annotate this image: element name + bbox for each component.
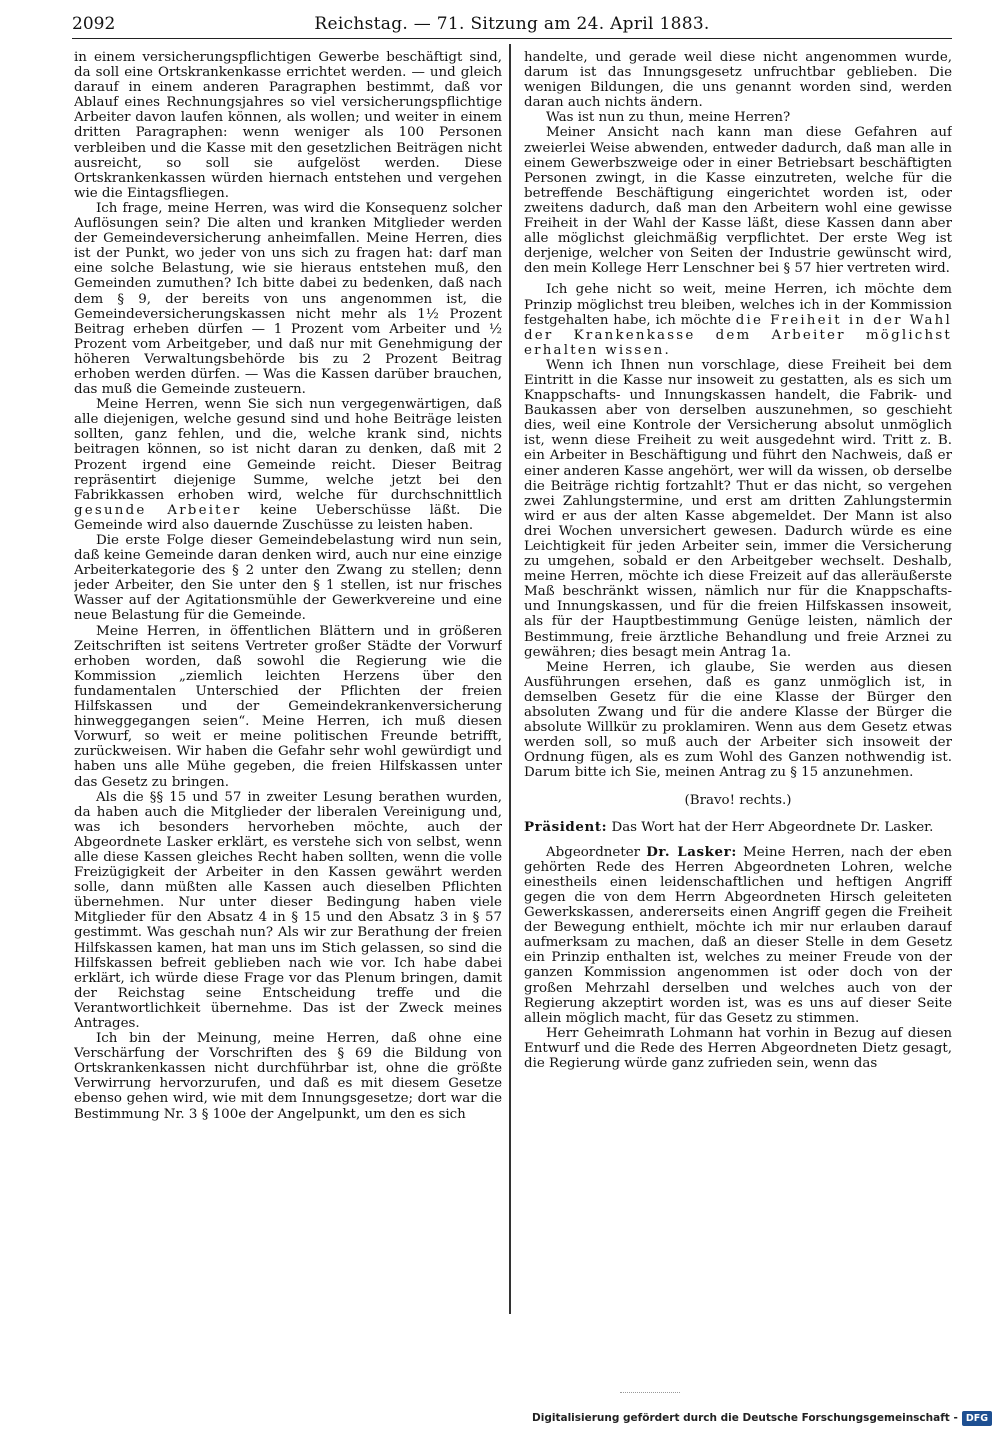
speaker-label: Präsident:	[524, 818, 608, 835]
footer	[532, 1406, 992, 1430]
page-number: 2092	[72, 14, 116, 34]
paragraph: Herr Geheimrath Lohmann hat vorhin in Bezug auf diesen Entwurf und die Rede des Herren Abgeordneten Dietz gesagt, die Regierung würde ganz zufrieden sein, wenn das	[524, 1025, 952, 1071]
paragraph	[74, 397, 502, 533]
paragraph: in einem versicherungspflichtigen Gewerbe beschäftigt sind, da soll eine Ortskrankenkasse errichtet werden. — und gleich darauf in einem anderen Paragraphen bestimmt, daß vor Ablauf eines Rechnungsjahres so viel versicherungspflichtige Arbeiter davon laufen können, als wollen; und weiter in einem dritten Paragraphen: wenn weniger als 100 Personen verbleiben und die Kasse mit den gesetzlichen Beiträgen nicht ausreicht, so soll sie aufgelöst werden. Diese Ortskrankenkassen würden hiernach entstehen und vergehen wie die Eintagsfliegen.	[74, 50, 502, 201]
paragraph: Meiner Ansicht nach kann man diese Gefahren auf zweierlei Weise abwenden, entweder dadurch, daß man alle in einem Gewerbszweige oder in einer Betriebsart beschäftigten Personen zwingt, in die Kasse einzutreten, welche für die betreffende Beschäftigung eingerichtet worden ist, oder zweitens dadurch, daß man den Arbeitern wohl eine gewisse Freiheit in der Wahl der Kasse läßt, diese Kassen dann aber alle möglichst gleichmäßig verpflichtet. Der erste Weg ist derjenige, welcher von Seiten der Industrie gewünscht wird, den mein Kollege Herr Lenschner bei § 57 hier vertreten wird.	[524, 125, 952, 277]
paragraph: Meine Herren, in öffentlichen Blättern und in größeren Zeitschriften ist seitens Vertreter großer Städte der Vorwurf erhoben worden, daß sowohl die Regierung wie die Kommission „ziemlich leichten Herzens über den fundamentalen Unterschied der Pflichten der freien Hilfskassen und der Gemeindekrankenversicherung hinweggegangen seien“. Meine Herren, ich muß diesen Vorwurf, so weit er meine politischen Freunde betrifft, zurückweisen. Wir haben die Gefahr sehr wohl gewürdigt und haben uns alle Mühe gegeben, die freien Hilfskassen unter das Gesetz zu bringen.	[74, 623, 502, 790]
paragraph: Ich frage, meine Herren, was wird die Konsequenz solcher Auflösungen sein? Die alten und kranken Mitglieder werden der Gemeindeversicherung anheimfallen. Meine Herren, dies ist der Punkt, wo jeder von uns sich zu fragen hat: darf man eine solche Belastung, wie sie hieraus entstehen muß, den Gemeinden zumuthen? Ich bitte dabei zu bedenken, daß nach dem § 9, der bereits von uns angenommen ist, die Gemeindeversicherungskassen nicht mehr als 1½ Prozent Beitrag erheben dürfen — 1 Prozent vom Arbeiter und ½ Prozent vom Arbeitgeber, und daß nur mit Genehmigung der höheren Verwaltungsbehörde bis zu 2 Prozent Beitrag erhoben werden dürfen. — Was die Kassen darüber brauchen, das muß die Gemeinde zusteuern.	[74, 200, 502, 398]
separator	[620, 1392, 680, 1393]
paragraph: Wenn ich Ihnen nun vorschlage, diese Freiheit bei dem Eintritt in die Kasse nur insoweit zu gestatten, als es sich um Knappschafts- und Innungskassen handelt, die Fabrik- und Baukassen aber von derselben auszunehmen, so geschieht dies, weil eine Kontrole der Versicherung absolut unmöglich ist, wenn diese Freiheit zu weit ausgedehnt wird. Tritt z. B. ein Arbeiter in Beschäftigung und führt den Nachweis, daß er einer anderen Kasse angehört, wer will da wissen, ob derselbe die Beiträge richtig fortzahlt? Thut er das nicht, so vergehen zwei Zahlungstermine, und erst am dritten Zahlungstermin wird er aus der alten Kasse abgemeldet. Der Mann ist also drei Wochen unversichert gewesen. Dadurch würde es eine Leichtigkeit für jeden Arbeiter sein, immer die Versicherung zu umgehen, sobald er den Arbeitgeber wechselt. Deshalb, meine Herren, möchte ich diese Freizeit auf das alleräußerste Maß beschränkt wissen, nämlich nur für die Knappschafts- und Innungskassen, und für die freien Hilfskassen insoweit, als für der Hauptbestimmung Genüge leisten, nämlich der Bestimmung, freie ärztliche Behandlung und freie Arznei zu gewähren; dies besagt mein Antrag 1a.	[524, 357, 952, 660]
footer-credit: Digitalisierung gefördert durch die Deutsche Forschungsgemeinschaft -	[532, 1412, 958, 1424]
paragraph: Die erste Folge dieser Gemeindebelastung wird nun sein, daß keine Gemeinde daran denken wird, auch nur eine einzige Arbeiterkategorie des § 2 unter den Zwang zu stellen; denn jeder Arbeiter, den Sie unter den § 1 stellen, ist nur frisches Wasser auf der Agitationsmühle der Gewerkvereine und eine neue Belastung für die Gemeinde.	[74, 533, 502, 624]
speaker-role: Abgeordneter	[546, 844, 641, 860]
speaker-name: Dr. Lasker:	[646, 843, 737, 860]
paragraph: Was ist nun zu thun, meine Herren?	[546, 110, 791, 126]
paragraph-text: Meine Herren, wenn Sie sich nun vergegenwärtigen, daß alle diejenigen, welche gesund sind und hohe Beiträge leisten sollten, ganz fehlen, und die, welche krank sind, nichts beitragen können, so ist nicht daran zu denken, daß mit 2 Prozent irgend eine Gemeinde reicht. Dieser Beitrag repräsentirt diejenige Summe, welche jetzt bei den Fabrikkassen erhoben wird, welche für durchschnittlich	[74, 397, 502, 503]
statement-text: Das Wort hat der Herr Abgeordnete Dr. Lasker.	[611, 819, 934, 835]
page-header	[72, 10, 952, 39]
president-statement	[524, 820, 952, 835]
column-divider	[509, 44, 511, 1314]
dfg-logo: DFG	[962, 1411, 992, 1426]
speaker-statement	[524, 845, 952, 1026]
applause-note: (Bravo! rechts.)	[684, 792, 792, 808]
emphasized-text: die Freiheit in der Wahl der Krankenkasse dem Arbeiter möglichst erhalten wissen.	[524, 312, 952, 358]
paragraph	[524, 282, 952, 357]
paragraph: Als die §§ 15 und 57 in zweiter Lesung berathen wurden, da haben auch die Mitglieder der liberalen Vereinigung und, was ich besonders hervorheben möchte, auch der Abgeordnete Lasker erklärt, es verstehe sich von selbst, wenn alle diese Kassen gleiches Recht haben sollten, wenn die volle Freizügigkeit der Arbeiter in den Kassen gewährt werden solle, dann müßten alle Kassen auch dieselben Pflichten übernehmen. Nur unter dieser Bedingung haben viele Mitglieder für den Absatz 4 in § 15 und den Absatz 3 in § 57 gestimmt. Was geschah nun? Als wir zur Berathung der freien Hilfskassen kamen, hat man uns im Stich gelassen, so sind die Hilfskassen befreit geblieben nach wie vor. Ich habe dabei erklärt, ich würde diese Frage vor das Plenum bringen, damit der Reichstag seine Entscheidung treffe und die Verantwortlichkeit übernehme. Das ist der Zweck meines Antrages.	[74, 789, 502, 1031]
paragraph-text: Ich gehe nicht so weit, meine Herren, ich möchte dem Prinzip möglichst treu bleiben, welches ich in der Kommission festgehalten habe, ich möchte	[524, 282, 952, 328]
emphasized-text: gesunde Arbeiter	[74, 502, 242, 518]
paragraph: handelte, und gerade weil diese nicht angenommen wurde, darum ist das Innungsgesetz unfruchtbar geblieben. Die wenigen Bildungen, die uns genannt worden sind, werden daran auch nichts ändern.	[524, 50, 952, 111]
left-column	[74, 50, 502, 1310]
paragraph-text: keine Ueberschüsse läßt. Die Gemeinde wird also dauernde Zuschüsse zu leisten haben.	[74, 502, 502, 533]
paragraph: Ich bin der Meinung, meine Herren, daß ohne eine Verschärfung der Vorschriften des § 69 die Bildung von Ortskrankenkassen nicht durchführbar ist, ohne die größte Verwirrung hervorzurufen, und daß es mit diesem Gesetze ebenso gehen wird, wie mit dem Innungsgesetze; dort war die Bestimmung Nr. 3 § 100e der Angelpunkt, um den es sich	[74, 1031, 502, 1122]
right-column	[524, 50, 952, 1310]
paragraph: Meine Herren, ich glaube, Sie werden aus diesen Ausführungen ersehen, daß es ganz unmöglich ist, in demselben Gesetz für die eine Klasse der Bürger den absoluten Zwang und für die andere Klasse der Bürger die absolute Willkür zu proklamiren. Wenn aus dem Gesetz etwas werden soll, so muß auch der Arbeiter sich insoweit der Ordnung fügen, als es zum Wohl des Ganzen nothwendig ist. Darum bitte ich Sie, meinen Antrag zu § 15 anzunehmen.	[524, 659, 952, 781]
statement-text: Meine Herren, nach der eben gehörten Rede des Herren Abgeordneten Lohren, welche einestheils einen leidenschaftlichen und heftigen Angriff gegen die von dem Herrn Abgeordneten Hirsch geleiteten Gewerkskassen, andererseits einen Angriff gegen die Freiheit der Bewegung enthielt, möchte ich mir nur erlauben darauf aufmerksam zu machen, daß an dieser Stelle in dem Gesetz ein Prinzip enthalten ist, welches zu meiner Freude von der ganzen Kommission angenommen ist oder doch von der großen Mehrzahl derselben und welches auch von der Regierung akzeptirt worden ist, was es uns auf dieser Seite allein möglich macht, für das Gesetz zu stimmen.	[524, 844, 952, 1026]
running-title: Reichstag. — 71. Sitzung am 24. April 1883.	[314, 14, 710, 34]
